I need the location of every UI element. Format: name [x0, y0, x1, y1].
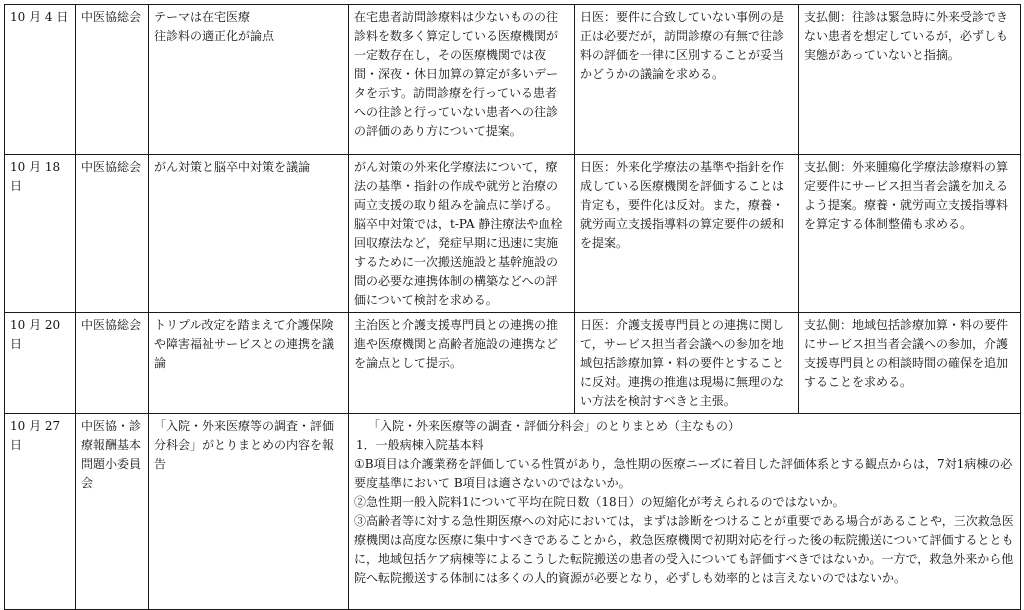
summary-item: ②急性期一般入院料1について平均在院日数（18日）の短縮化が考えられるのではないか。: [354, 495, 845, 509]
table-row: [5, 414, 1021, 610]
theme-cell: 「入院・外来医療等の調査・評価分科会」がとりまとめの内容を報告: [149, 414, 349, 610]
body-cell: 中医協総会: [76, 5, 149, 155]
table-row: [5, 313, 1021, 414]
date-cell: 10 月 27 日: [5, 414, 76, 610]
theme-cell: トリプル改定を踏まえて介護保険や障害福祉サービスとの連携を議論: [149, 313, 349, 414]
payer-cell: 支払側：往診は緊急時に外来受診できない患者を想定しているが，必ずしも実態があっていないと指摘。: [799, 5, 1021, 155]
date-cell: 10 月 4 日: [5, 5, 76, 155]
payer-cell: 支払側：地域包括診療加算・料の要件にサービス担当者会議への参加，介護支援専門員との相談時間の確保を追加することを求める。: [799, 313, 1021, 414]
payer-cell: 支払側：外来腫瘍化学療法診療料の算定要件にサービス担当者会議を加えるよう提案。療養・就労両立支援指導料を算定する体制整備も求める。: [799, 155, 1021, 313]
summary-cell: [349, 414, 1021, 610]
summary-item: ③高齢者等に対する急性期医療への対応においては，まずは診断をつけることが重要である場合があることや，三次救急医療機関は高度な医療に集中すべきであることから，救急医療機関で初期対応を行った後の転院搬送について評価するとともに，地域包括ケア病棟等によるこうした転院搬送の患者の受入についても評価すべきではないか。一方で，救急外来から他院へ転院搬送する体制には多くの人的資源が必要となり，必ずしも効率的とは言えないのではないか。: [354, 514, 1014, 585]
date-cell: 10 月 18 日: [5, 155, 76, 313]
proposal-cell: 在宅患者訪問診療料は少ないものの往診料を数多く算定している医療機関が一定数存在し，その医療機関では夜間・深夜・休日加算の算定が多いデータを示す。訪問診療を行っている患者への往診と行っていない患者への往診の評価のあり方について提案。: [349, 5, 575, 155]
summary-item: ①B項目は介護業務を評価している性質があり，急性期の医療ニーズに着目した評価体系とする観点からは，7対1病棟の必要度基準において B項目は適さないのではないか。: [354, 457, 1013, 490]
summary-title: 「入院・外来医療等の調査・評価分科会」のとりまとめ（主なもの）: [368, 419, 741, 433]
summary-subheading: 1．一般病棟入院基本料: [356, 438, 484, 452]
jma-cell: 日医：介護支援専門員との連携に関して，サービス担当者会議への参加を地域包括診療加算・料の要件とすることに反対。連携の推進は現場に無理のない方法を検討すべきと主張。: [575, 313, 799, 414]
theme-cell: テーマは在宅医療 往診料の適正化が論点: [149, 5, 349, 155]
table-row: [5, 155, 1021, 313]
date-cell: 10 月 20 日: [5, 313, 76, 414]
theme-cell: がん対策と脳卒中対策を議論: [149, 155, 349, 313]
minutes-table: [4, 4, 1021, 610]
proposal-cell: 主治医と介護支援専門員との連携の推進や医療機関と高齢者施設の連携などを論点として提示。: [349, 313, 575, 414]
body-cell: 中医協総会: [76, 313, 149, 414]
table-row: [5, 5, 1021, 155]
body-cell: 中医協総会: [76, 155, 149, 313]
jma-cell: 日医：要件に合致していない事例の是正は必要だが，訪問診療の有無で往診料の評価を一律に区別することが妥当かどうかの議論を求める。: [575, 5, 799, 155]
proposal-cell: がん対策の外来化学療法について，療法の基準・指針の作成や就労と治療の両立支援の取り組みを論点に挙げる。 脳卒中対策では，t-PA 静注療法や血栓回収療法など，発症早期に迅速に実施するために一次搬送施設と基幹施設の間の必要な連携体制の構築などへの評価について検討を求める。: [349, 155, 575, 313]
body-cell: 中医協・診療報酬基本問題小委員会: [76, 414, 149, 610]
jma-cell: 日医：外来化学療法の基準や指針を作成している医療機関を評価することは肯定も，要件化は反対。また，療養・就労両立支援指導料の算定要件の緩和を提案。: [575, 155, 799, 313]
